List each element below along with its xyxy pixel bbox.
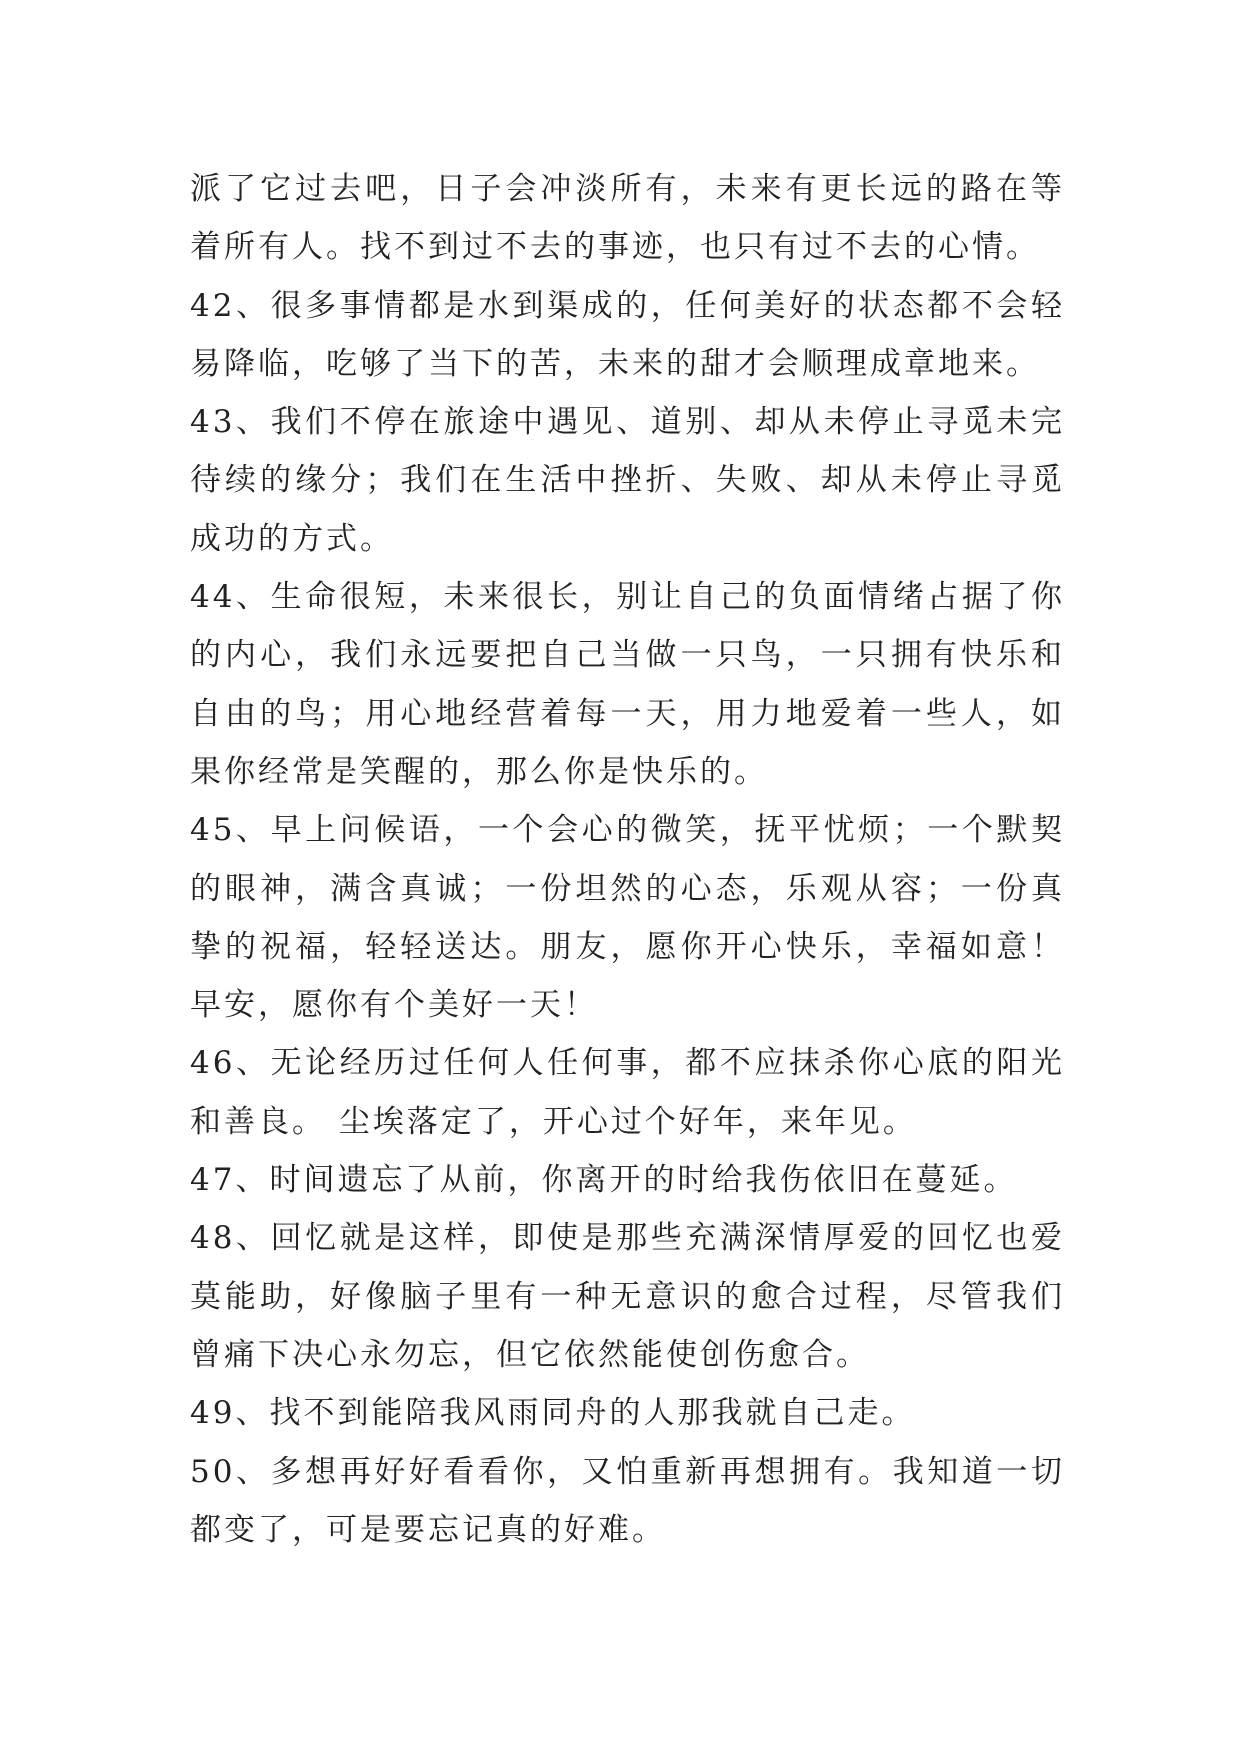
paragraph-50: 50、多想再好好看看你，又怕重新再想拥有。我知道一切都变了，可是要忘记真的好难。 bbox=[190, 1453, 1065, 1548]
paragraph-45: 45、早上问候语，一个会心的微笑，抚平忧烦；一个默契的眼神，满含真诚；一份坦然的心态，乐观从容；一份真挚的祝福，轻轻送达。朋友，愿你开心快乐，幸福如意！早安，愿你有个美好一天！ bbox=[190, 812, 1065, 1024]
paragraph-42: 42、很多事情都是水到渠成的，任何美好的状态都不会轻易降临，吃够了当下的苦，未来的甜才会顺理成章地来。 bbox=[190, 287, 1065, 382]
paragraph-43: 43、我们不停在旅途中遇见、道别、却从未停止寻觅未完待续的缘分；我们在生活中挫折、失败、却从未停止寻觅成功的方式。 bbox=[190, 404, 1065, 557]
paragraph-47: 47、时间遗忘了从前，你离开的时给我伤依旧在蔓延。 bbox=[190, 1162, 1018, 1199]
paragraph-49: 49、找不到能陪我风雨同舟的人那我就自己走。 bbox=[190, 1395, 916, 1432]
paragraph-48: 48、回忆就是这样，即使是那些充满深情厚爱的回忆也爱莫能助，好像脑子里有一种无意识的愈合过程，尽管我们曾痛下决心永勿忘，但它依然能使创伤愈合。 bbox=[190, 1220, 1065, 1373]
paragraph-continuation: 派了它过去吧，日子会冲淡所有，未来有更长远的路在等着所有人。找不到过不去的事迹，也只有过不去的心情。 bbox=[190, 171, 1065, 266]
paragraph-44: 44、生命很短，未来很长，别让自己的负面情绪占据了你的内心，我们永远要把自己当做一只鸟，一只拥有快乐和自由的鸟；用心地经营着每一天，用力地爱着一些人，如果你经常是笑醒的，那么你是快乐的。 bbox=[190, 579, 1065, 790]
document-body bbox=[190, 160, 1065, 1559]
paragraph-46: 46、无论经历过任何人任何事，都不应抹杀你心底的阳光和善良。 尘埃落定了，开心过个好年，来年见。 bbox=[190, 1045, 1065, 1140]
